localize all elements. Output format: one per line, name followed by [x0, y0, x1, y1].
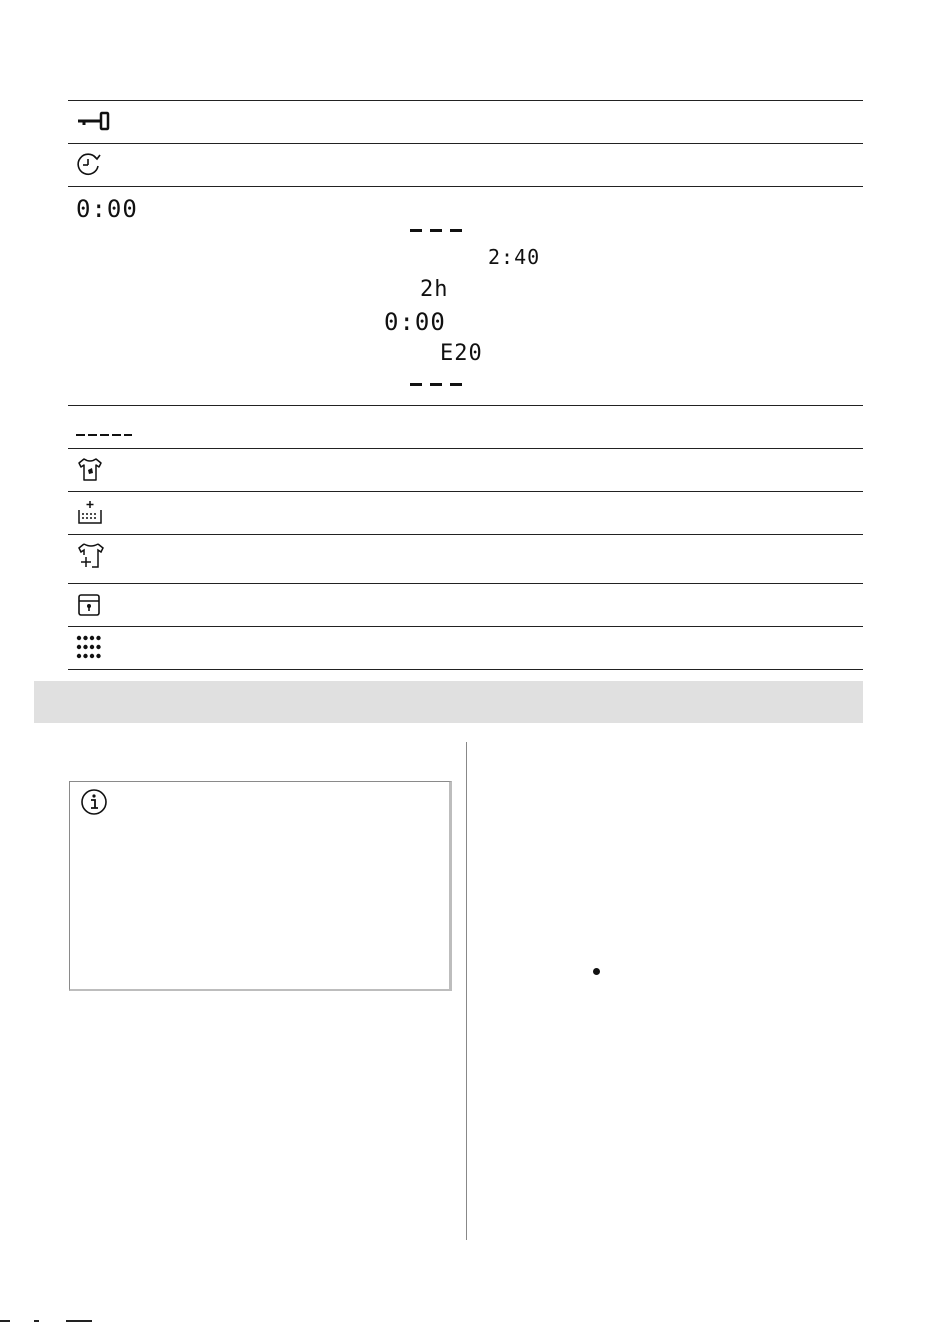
display-error: E20 — [440, 341, 483, 366]
row-delay-start — [68, 143, 863, 186]
shirt-stain-icon — [76, 456, 104, 489]
display-dashes-top — [410, 229, 462, 232]
bullet-point — [593, 968, 600, 975]
section-heading-band — [34, 681, 863, 723]
footer-mark — [34, 1320, 39, 1322]
info-note-box — [69, 781, 452, 991]
row-child-lock — [68, 583, 863, 626]
row-dashes — [68, 405, 863, 448]
clock-icon — [76, 152, 102, 183]
display-dashes-bottom — [410, 383, 462, 386]
row-add-garment — [68, 534, 863, 583]
display-duration: 2:40 — [488, 245, 541, 269]
row-extra-rinse — [68, 491, 863, 534]
basin-plus-icon — [76, 499, 104, 532]
shirt-plus-icon — [76, 541, 106, 576]
row-door-lock — [68, 100, 863, 143]
footer-mark — [0, 1320, 10, 1322]
row-time-display — [68, 186, 863, 405]
digital-time-icon: 0:00 — [76, 195, 138, 223]
dot-grid-icon — [76, 635, 102, 666]
display-hours: 2h — [420, 277, 449, 302]
dash-line-icon — [76, 424, 132, 442]
column-divider — [466, 742, 467, 1240]
key-lock-icon — [76, 111, 110, 136]
display-zero: 0:00 — [384, 308, 446, 336]
indicator-table — [68, 100, 863, 670]
row-grid — [68, 626, 863, 670]
child-lock-icon — [76, 592, 102, 623]
footer-mark — [66, 1320, 92, 1322]
row-stain — [68, 448, 863, 491]
info-icon — [80, 788, 108, 821]
